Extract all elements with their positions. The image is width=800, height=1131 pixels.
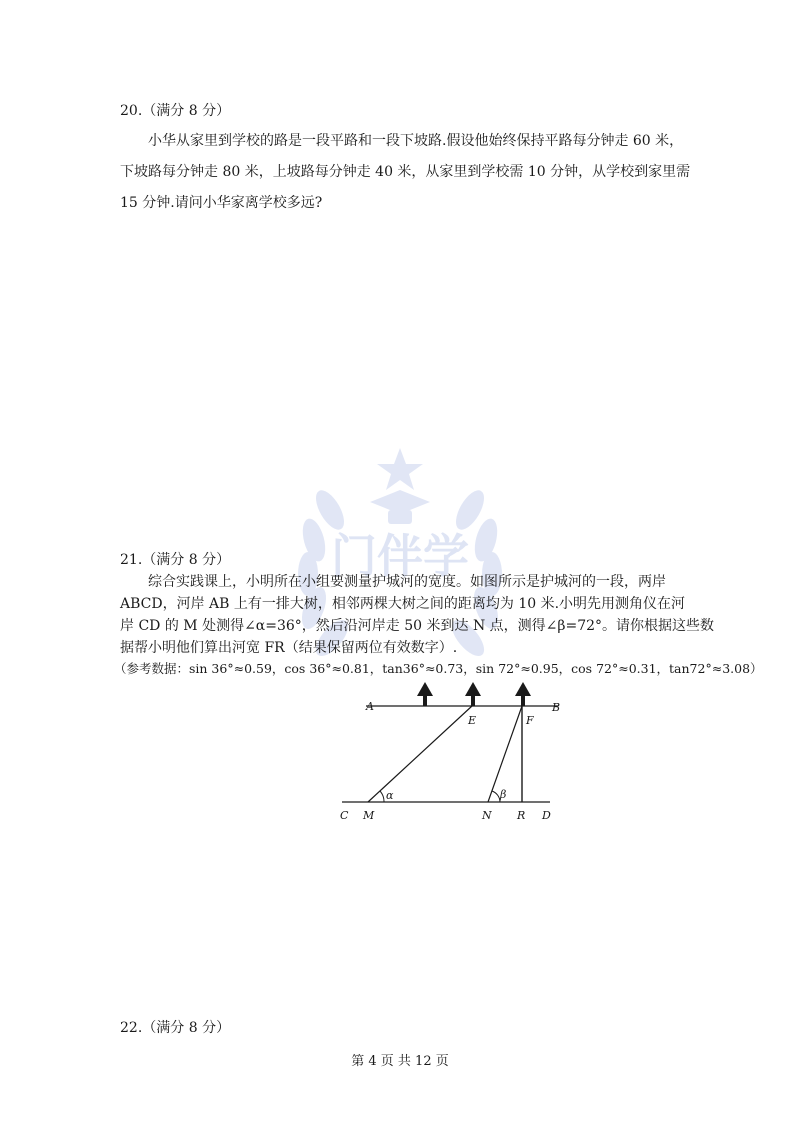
tree-icon (515, 682, 531, 706)
label-r: R (517, 809, 526, 822)
label-b: B (552, 701, 561, 714)
line-me (368, 706, 472, 802)
angle-beta-arc (492, 791, 500, 802)
label-n: N (482, 809, 492, 822)
q21-line-1: 综合实践课上，小明所在小组要测量护城河的宽度。如图所示是护城河的一段，两岸 (148, 574, 666, 590)
tree-icon (465, 682, 481, 706)
label-e: E (468, 714, 477, 727)
q20-heading: 20.（满分 8 分） (120, 103, 231, 119)
q21-line-3: 岸 CD 的 M 处测得∠α=36°，然后沿河岸走 50 米到达 N 点，测得∠β=72°。请你根据这些数 (120, 618, 715, 634)
label-f: F (526, 714, 534, 727)
label-beta: β (500, 788, 507, 801)
q21-line-2: ABCD，河岸 AB 上有一排大树，相邻两棵大树之间的距离均为 10 米.小明先用测角仪在河 (120, 596, 686, 612)
q22-heading: 22.（满分 8 分） (120, 1020, 231, 1036)
tree-icon (417, 682, 433, 706)
label-m: M (363, 809, 375, 822)
q21-line-4: 据帮小明他们算出河宽 FR（结果保留两位有效数字）. (120, 640, 458, 656)
q20-line-2: 下坡路每分钟走 80 米，上坡路每分钟走 40 米，从家里到学校需 10 分钟，从学校到家里需 (120, 164, 691, 180)
label-c: C (340, 809, 349, 822)
q20-line-1: 小华从家里到学校的路是一段平路和一段下坡路.假设他始终保持平路每分钟走 60 米， (148, 133, 684, 149)
q20-line-3: 15 分钟.请问小华家离学校多远? (120, 195, 323, 211)
watermark-text: 门伴学 (331, 529, 469, 583)
label-a: A (366, 700, 374, 713)
page-number: 第 4 页 共 12 页 (351, 1054, 449, 1069)
river-width-figure (330, 682, 570, 822)
q21-reference-data: （参考数据：sin 36°≈0.59，cos 36°≈0.81，tan36°≈0.73，sin 72°≈0.95，cos 72°≈0.31，tan72°≈3.08） (114, 661, 763, 676)
q21-heading: 21.（满分 8 分） (120, 552, 231, 568)
label-d: D (542, 809, 551, 822)
label-alpha: α (386, 789, 394, 802)
angle-alpha-arc (380, 791, 384, 802)
